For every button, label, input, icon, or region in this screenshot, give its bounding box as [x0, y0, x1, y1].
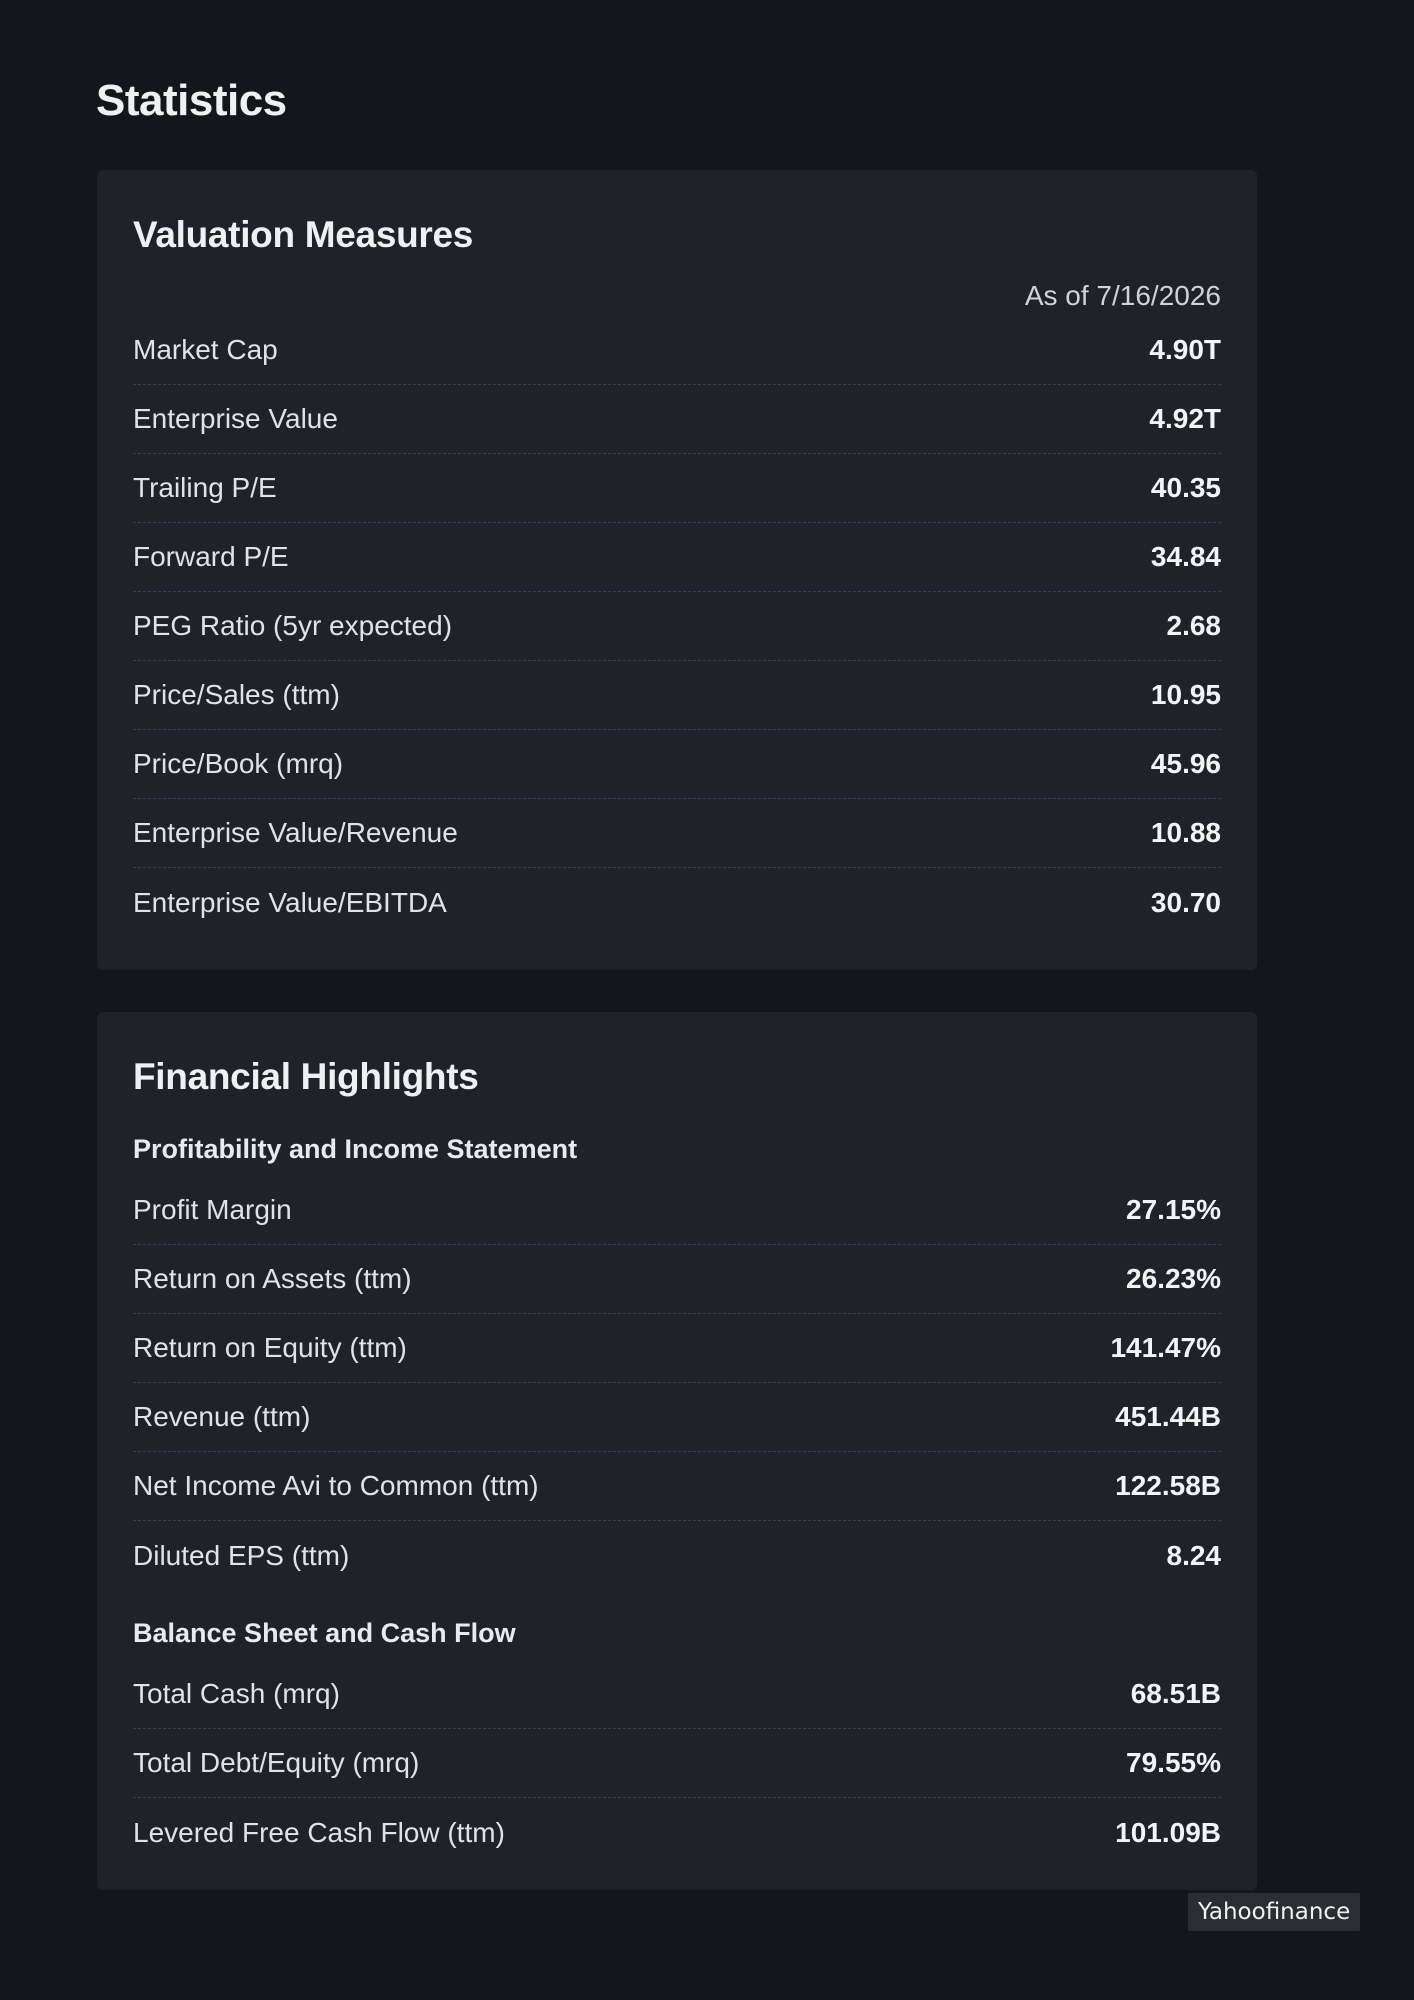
row-value: 45.96: [1150, 748, 1221, 779]
row-revenue: [133, 1383, 1221, 1452]
row-value: 10.88: [1150, 817, 1221, 848]
valuation-row-market-cap: [133, 316, 1221, 385]
row-value: 4.90T: [1149, 334, 1221, 365]
row-label: Net Income Avi to Common (ttm): [133, 1470, 539, 1501]
row-value: 34.84: [1150, 541, 1221, 572]
row-value: 40.35: [1150, 472, 1221, 503]
valuation-measures-title: Valuation Measures: [133, 214, 474, 255]
row-value: 26.23%: [1126, 1263, 1221, 1294]
row-value: 122.58B: [1115, 1470, 1221, 1501]
profitability-heading: Profitability and Income Statement: [133, 1134, 578, 1164]
balance-sheet-heading: Balance Sheet and Cash Flow: [133, 1618, 516, 1648]
row-return-on-assets: [133, 1245, 1221, 1314]
row-label: Enterprise Value/Revenue: [133, 817, 458, 848]
row-value: 10.95: [1150, 679, 1221, 710]
watermark-label: Yahoofinance: [1188, 1893, 1360, 1931]
row-value: 30.70: [1150, 886, 1221, 918]
valuation-row-ev-ebitda: [133, 868, 1221, 937]
financial-highlights-title: Financial Highlights: [133, 1056, 479, 1097]
row-total-cash: [133, 1660, 1221, 1729]
row-value: 27.15%: [1126, 1194, 1221, 1225]
row-label: Enterprise Value: [133, 403, 338, 434]
row-levered-free-cash-flow: [133, 1798, 1221, 1867]
valuation-table: [133, 316, 1221, 937]
financial-highlights-card: [97, 1012, 1257, 1890]
row-net-income: [133, 1452, 1221, 1521]
valuation-row-enterprise-value: [133, 385, 1221, 454]
row-value: 79.55%: [1126, 1747, 1221, 1778]
row-value: 68.51B: [1130, 1678, 1221, 1709]
row-label: Price/Sales (ttm): [133, 679, 340, 710]
balance-sheet-table: [133, 1660, 1221, 1867]
valuation-measures-card: [97, 170, 1257, 970]
as-of-date: As of 7/16/2026: [1024, 280, 1221, 311]
row-label: Diluted EPS (ttm): [133, 1539, 350, 1571]
valuation-row-price-book: [133, 730, 1221, 799]
row-label: Profit Margin: [133, 1194, 292, 1225]
row-value: 2.68: [1166, 610, 1221, 641]
row-value: 141.47%: [1110, 1332, 1221, 1363]
row-label: Return on Equity (ttm): [133, 1332, 407, 1363]
row-value: 101.09B: [1115, 1816, 1221, 1848]
row-label: Enterprise Value/EBITDA: [133, 886, 447, 918]
row-label: Return on Assets (ttm): [133, 1263, 412, 1294]
valuation-row-forward-pe: [133, 523, 1221, 592]
row-profit-margin: [133, 1176, 1221, 1245]
row-label: Price/Book (mrq): [133, 748, 344, 779]
row-return-on-equity: [133, 1314, 1221, 1383]
row-diluted-eps: [133, 1521, 1221, 1590]
row-label: Market Cap: [133, 334, 278, 365]
valuation-row-price-sales: [133, 661, 1221, 730]
valuation-row-peg-ratio: [133, 592, 1221, 661]
row-label: Revenue (ttm): [133, 1401, 311, 1432]
page-title: Statistics: [96, 76, 287, 125]
row-value: 4.92T: [1149, 403, 1221, 434]
valuation-row-ev-revenue: [133, 799, 1221, 868]
row-total-debt-equity: [133, 1729, 1221, 1798]
valuation-row-trailing-pe: [133, 454, 1221, 523]
row-label: Forward P/E: [133, 541, 289, 572]
row-value: 8.24: [1166, 1539, 1221, 1571]
profitability-table: [133, 1176, 1221, 1590]
row-label: Total Cash (mrq): [133, 1678, 340, 1709]
row-value: 451.44B: [1115, 1401, 1221, 1432]
row-label: Total Debt/Equity (mrq): [133, 1747, 420, 1778]
row-label: Levered Free Cash Flow (ttm): [133, 1816, 505, 1848]
row-label: PEG Ratio (5yr expected): [133, 610, 453, 641]
row-label: Trailing P/E: [133, 472, 277, 503]
